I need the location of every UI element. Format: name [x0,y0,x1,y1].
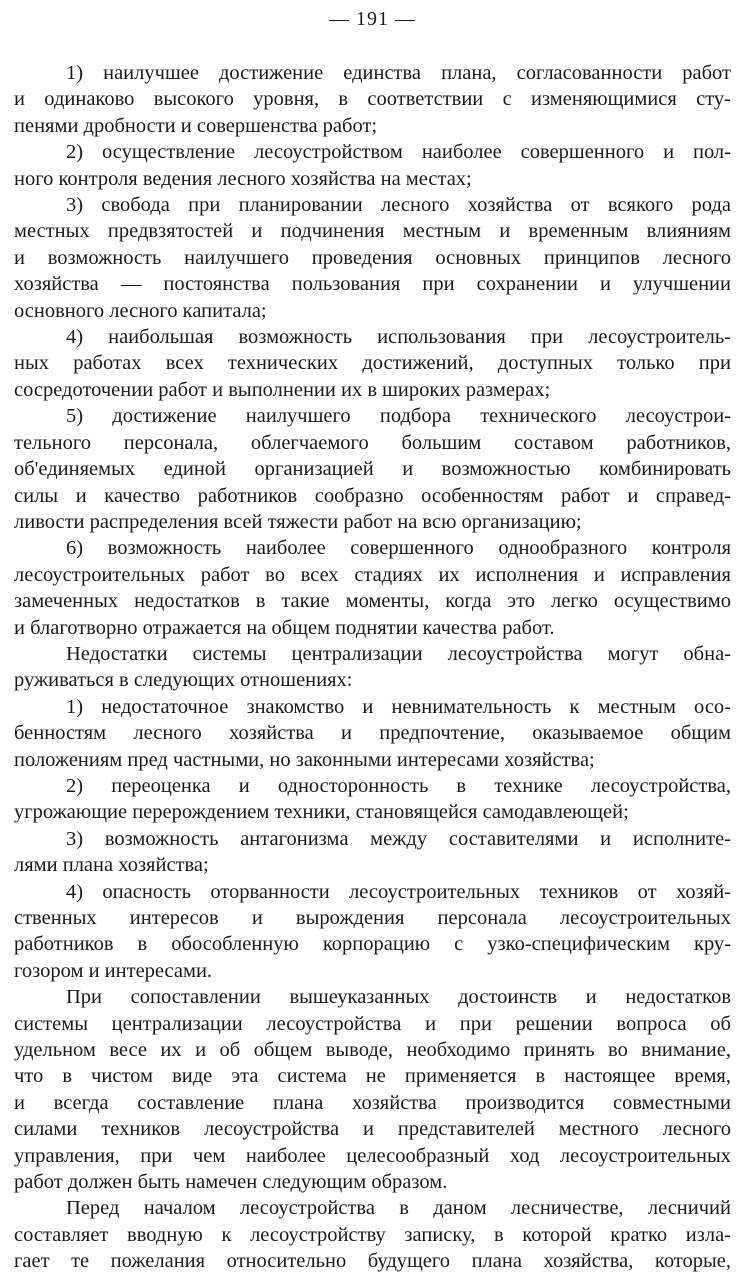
text-line: Перед началом лесоустройства в даном лесничестве, лесничий [66,1197,731,1220]
text-line: 6) возможность наиболее совершенного однообразного контроля [66,537,731,560]
text-line: 3) возможность антагонизма между составителями и исполните- [66,827,731,850]
paragraph-item-4 [14,324,731,403]
text-line: гозором и интересами. [14,959,213,982]
paragraph-comparison [14,984,731,1195]
text-line: и одинаково высокого уровня, в соответствии с изменяющимися сту- [14,88,731,111]
paragraph-item-3 [14,192,731,324]
text-line: управления, при чем наиболее целесообразный ход лесоустроительных [14,1144,731,1167]
text-line: ственных интересов и вырождения персонала лесоустроительных [14,907,731,929]
paragraph-item-1 [14,60,731,139]
paragraph-shortcoming-2 [14,773,731,826]
text-line: удельном весе их и об общем выводе, необходимо принять во внимание, [14,1039,731,1062]
paragraph-item-5 [14,403,731,535]
page-text-body [14,60,731,1275]
text-line: руживаться в следующих отношениях: [14,669,353,692]
text-line: 3) свобода при планировании лесного хозяйства от всякого рода [66,194,731,217]
text-line: хозяйства — постоянства пользования при сохранении и улучшении [14,273,731,296]
text-line: ливости распределения всей тяжести работ на всю организацию; [14,510,582,533]
text-line: местных предвзятостей и подчинения местным и временным влияниям [14,220,731,243]
text-line: бенностям лесного хозяйства и предпочтение, оказываемое общим [14,722,731,745]
text-line: При сопоставлении вышеуказанных достоинств и недостатков [66,986,731,1009]
paragraph-before-start [14,1195,731,1274]
text-line: замеченных недостатков в такие моменты, когда это легко осуществимо [14,590,731,613]
text-line: сосредоточении работ и выполнении их в широких размерах; [14,378,551,401]
text-line: тельного персонала, облегчаемого большим составом работников, [14,431,731,454]
text-line: гает те пожелания относительно будущего плана хозяйства, которые, [14,1250,731,1273]
text-line: силы и качество работников сообразно особенностям работ и справед- [14,484,731,507]
paragraph-item-6 [14,535,731,641]
text-line: и возможность наилучшего проведения основных принципов лесного [14,246,731,269]
text-line: 2) переоценка и односторонность в технике лесоустройства, [66,774,731,797]
text-line: основного лесного капитала; [14,299,267,322]
text-line: пенями дробности и совершенства работ; [14,114,378,137]
text-line: 5) достижение наилучшего подбора технического лесоустрои- [66,405,731,428]
text-line: 2) осуществление лесоустройством наиболее совершенного и пол- [66,141,731,164]
text-line: и благотворно отражается на общем поднятии качества работ. [14,616,555,639]
text-line: Недостатки системы централизации лесоустройства могут обна- [66,642,731,665]
paragraph-shortcomings-intro [14,641,731,694]
text-line: 4) опасность оторванности лесоустроительных техников от хозяй- [66,880,731,903]
text-line: ного контроля ведения лесного хозяйства на местах; [14,167,472,190]
text-line: системы централизации лесоустройства и при решении вопроса об [14,1012,731,1035]
text-line: положениям пред частными, но законными интересами хозяйства; [14,748,595,771]
text-line: ных работах всех технических достижений, доступных только при [14,352,731,375]
paragraph-shortcoming-4 [14,879,731,985]
paragraph-shortcoming-1 [14,694,731,773]
page-number: — 191 — [329,8,416,30]
text-line: об'единяемых единой организацией и возможностью комбинировать [14,458,731,481]
paragraph-item-2 [14,139,731,192]
text-line: лесоустроительных работ во всех стадиях их исполнения и исправления [14,563,731,586]
text-line: что в чистом виде эта система не применяется в настоящее время, [14,1065,731,1088]
text-line: составляет вводную к лесоустройству записку, в которой кратко изла- [14,1223,731,1246]
text-line: угрожающие перерождением техники, становящейся самодавлеющей; [14,801,629,824]
text-line: силами техников лесоустройства и представителей местного лесного [14,1118,731,1141]
text-line: 4) наибольшая возможность использования при лесоустроитель- [66,326,731,349]
text-line: 1) недостаточное знакомство и невнимательность к местным осо- [66,695,731,718]
text-line: работников в обособленную корпорацию с узко-специфическим кру- [14,933,731,956]
text-line: 1) наилучшее достижение единства плана, согласованности работ [66,62,731,84]
paragraph-shortcoming-3 [14,826,731,879]
text-line: работ должен быть намечен следующим образом. [14,1171,448,1194]
text-line: лями плана хозяйства; [14,854,209,877]
text-line: и всегда составление плана хозяйства производится совместными [14,1091,731,1114]
